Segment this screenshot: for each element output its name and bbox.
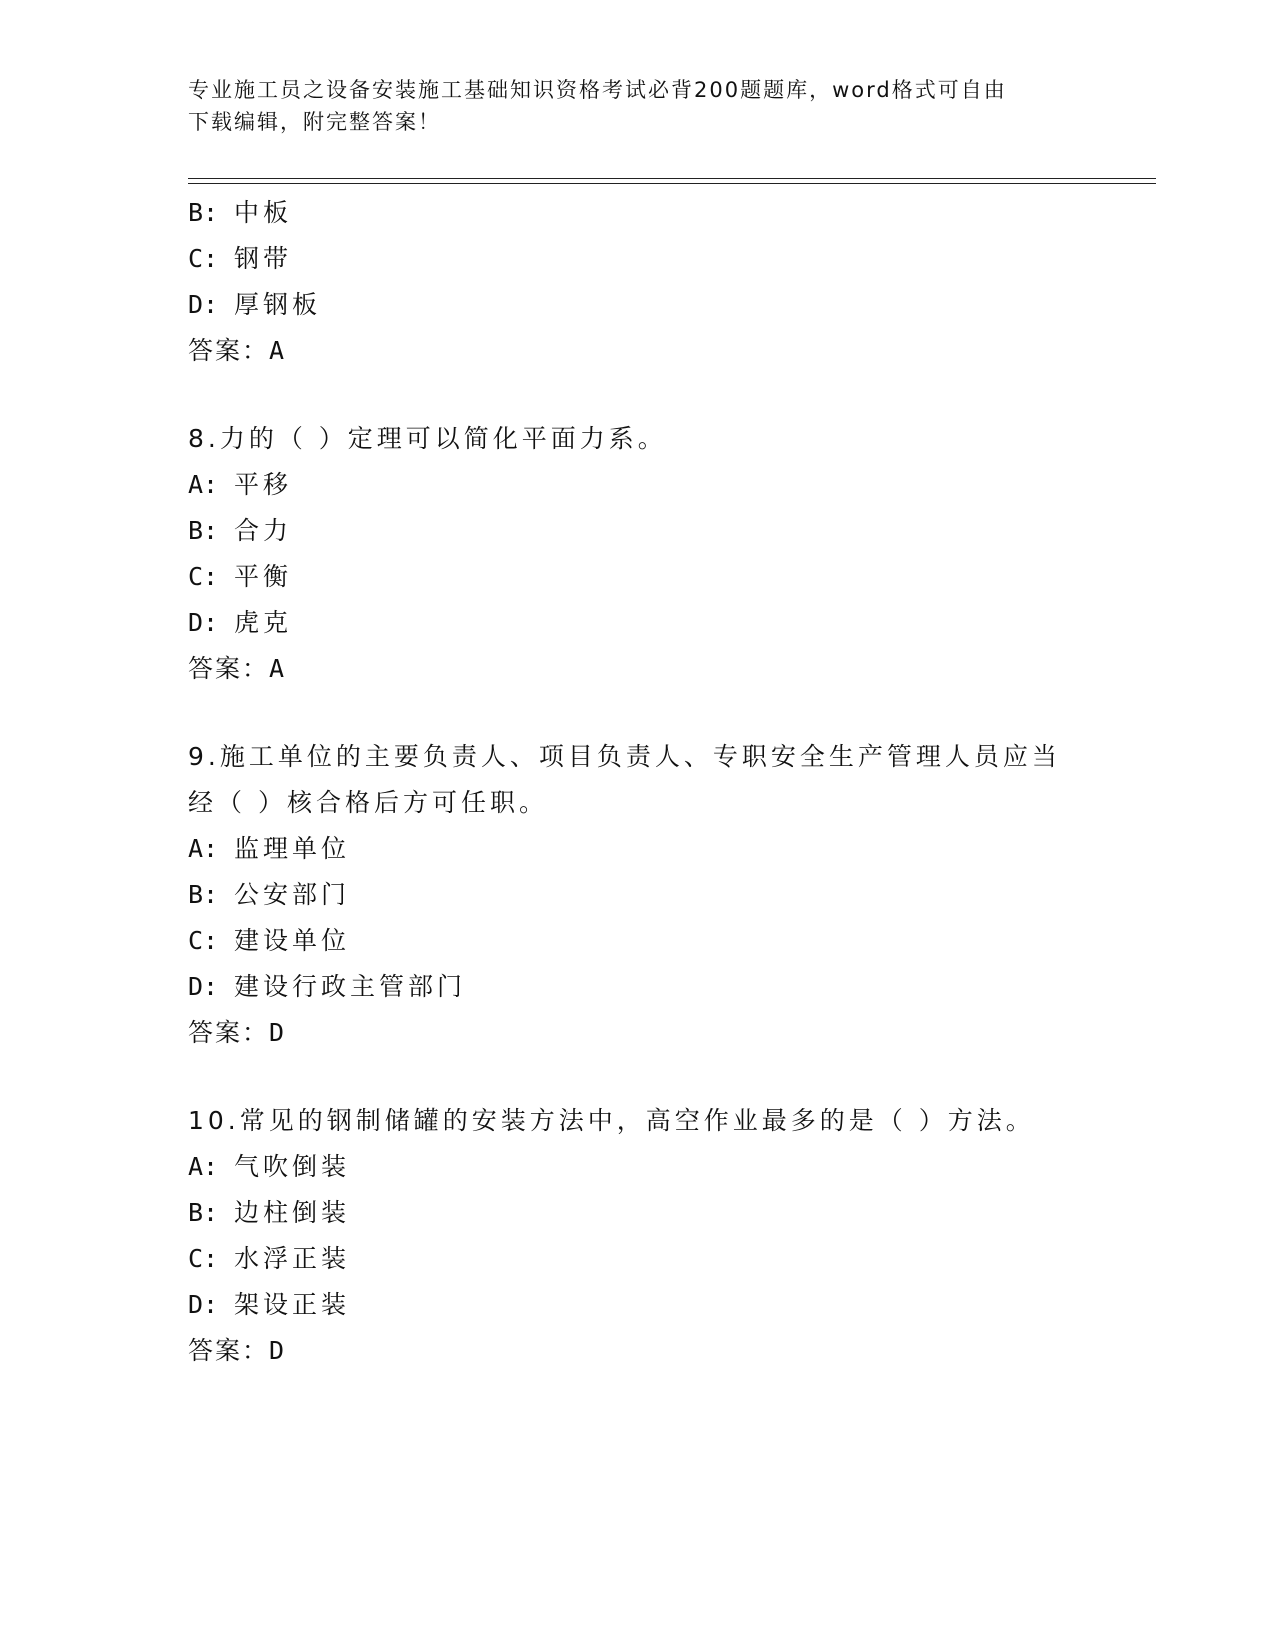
option-key: C: <box>188 926 219 955</box>
answer-line <box>188 1010 1148 1056</box>
option-key: B: <box>188 880 219 909</box>
option-key: C: <box>188 1244 219 1273</box>
answer-label: 答案： <box>188 336 270 365</box>
option-text: 水浮正装 <box>234 1244 351 1273</box>
option-key: A: <box>188 470 219 499</box>
question-10 <box>188 1098 1148 1374</box>
spacer <box>188 1056 1148 1098</box>
option-d <box>188 1282 1148 1328</box>
option-text: 气吹倒装 <box>234 1152 351 1181</box>
question-stem-continued: 经（ ）核合格后方可任职。 <box>188 788 548 817</box>
answer-value: D <box>269 1018 287 1047</box>
option-b <box>188 508 1148 554</box>
option-text: 边柱倒装 <box>234 1198 351 1227</box>
option-d <box>188 282 1148 328</box>
question-stem: 9.施工单位的主要负责人、项目负责人、专职安全生产管理人员应当 <box>188 742 1061 771</box>
option-b <box>188 190 1148 236</box>
option-d <box>188 600 1148 646</box>
document-header <box>188 74 1088 138</box>
answer-line <box>188 1328 1148 1374</box>
option-text: 钢带 <box>234 244 293 273</box>
option-key: D: <box>188 290 219 319</box>
answer-value: A <box>269 336 287 365</box>
option-text: 建设行政主管部门 <box>234 972 467 1001</box>
option-key: B: <box>188 516 219 545</box>
answer-label: 答案： <box>188 1336 270 1365</box>
option-d <box>188 964 1148 1010</box>
answer-line <box>188 328 1148 374</box>
option-text: 架设正装 <box>234 1290 351 1319</box>
option-text: 合力 <box>234 516 293 545</box>
option-text: 监理单位 <box>234 834 351 863</box>
option-text: 平衡 <box>234 562 293 591</box>
option-key: B: <box>188 1198 219 1227</box>
question-stem: 8.力的（ ）定理可以简化平面力系。 <box>188 424 667 453</box>
option-key: D: <box>188 608 219 637</box>
spacer <box>188 692 1148 734</box>
option-b <box>188 872 1148 918</box>
header-line-2: 下载编辑，附完整答案！ <box>188 110 441 134</box>
option-text: 建设单位 <box>234 926 351 955</box>
option-key: C: <box>188 562 219 591</box>
spacer <box>188 374 1148 416</box>
option-text: 平移 <box>234 470 293 499</box>
option-text: 虎克 <box>234 608 293 637</box>
question-9 <box>188 734 1148 1056</box>
header-line-1: 专业施工员之设备安装施工基础知识资格考试必背200题题库，word格式可自由 <box>188 78 1007 102</box>
option-key: A: <box>188 1152 219 1181</box>
answer-value: D <box>269 1336 287 1365</box>
option-key: D: <box>188 1290 219 1319</box>
option-key: C: <box>188 244 219 273</box>
option-a <box>188 462 1148 508</box>
option-text: 中板 <box>234 198 293 227</box>
question-stem: 10.常见的钢制储罐的安装方法中，高空作业最多的是（ ）方法。 <box>188 1106 1035 1135</box>
option-key: D: <box>188 972 219 1001</box>
option-key: B: <box>188 198 219 227</box>
answer-label: 答案： <box>188 1018 270 1047</box>
header-divider-top <box>188 178 1156 179</box>
option-text: 厚钢板 <box>234 290 322 319</box>
answer-value: A <box>269 654 287 683</box>
answer-line <box>188 646 1148 692</box>
question-partial <box>188 190 1148 374</box>
option-a <box>188 1144 1148 1190</box>
option-key: A: <box>188 834 219 863</box>
question-8 <box>188 416 1148 692</box>
option-text: 公安部门 <box>234 880 351 909</box>
option-b <box>188 1190 1148 1236</box>
answer-label: 答案： <box>188 654 270 683</box>
question-content <box>188 190 1148 1374</box>
header-divider-bottom <box>188 183 1156 184</box>
option-c <box>188 1236 1148 1282</box>
option-c <box>188 918 1148 964</box>
option-c <box>188 554 1148 600</box>
option-c <box>188 236 1148 282</box>
option-a <box>188 826 1148 872</box>
